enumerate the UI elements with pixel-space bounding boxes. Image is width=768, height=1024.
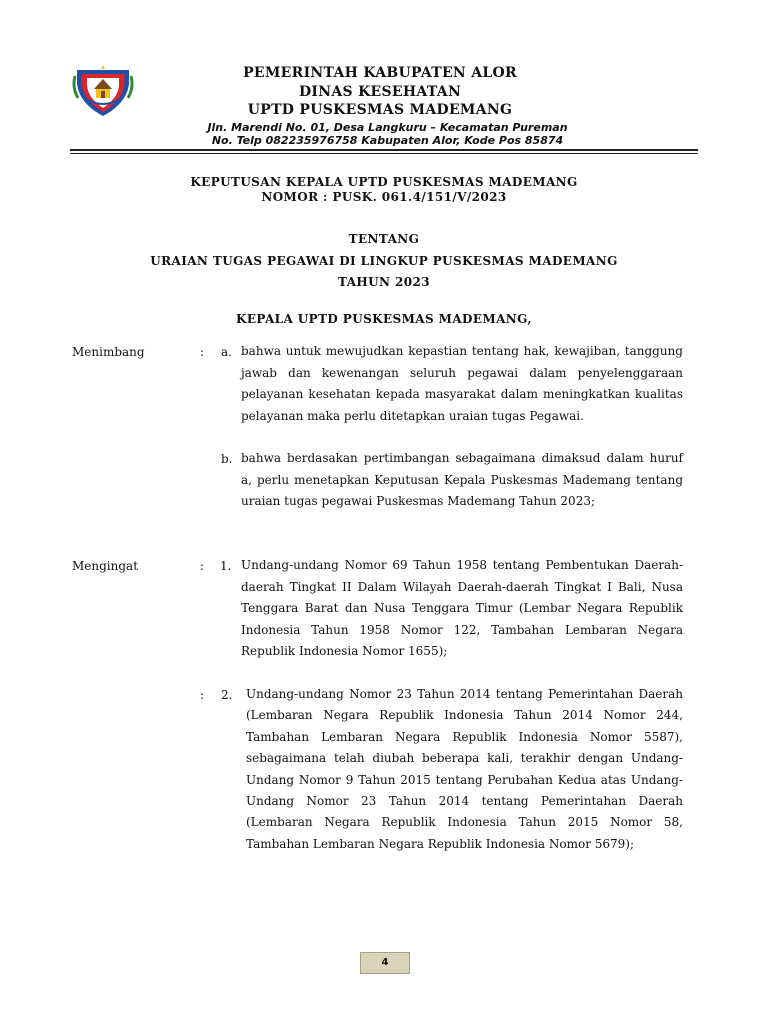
mengingat-colon: : (200, 559, 205, 573)
header-address: Jln. Marendi No. 01, Desa Langkuru – Kecamatan Pureman (207, 121, 568, 134)
header-government: PEMERINTAH KABUPATEN ALOR (243, 65, 517, 81)
mengingat-item-marker: 1. (220, 559, 232, 573)
decision-year: TAHUN 2023 (338, 275, 430, 289)
decision-title: KEPUTUSAN KEPALA UPTD PUSKESMAS MADEMANG (190, 175, 578, 189)
head-of-unit-heading: KEPALA UPTD PUSKESMAS MADEMANG, (236, 312, 532, 326)
page-number-badge: 4 (360, 952, 410, 974)
decision-subject: URAIAN TUGAS PEGAWAI DI LINGKUP PUSKESMAS MADEMANG (150, 254, 618, 268)
regency-emblem-logo (72, 62, 134, 118)
menimbang-item-marker: a. (221, 345, 232, 359)
mengingat-item-marker: 2. (221, 688, 233, 702)
menimbang-item-marker: b. (221, 452, 233, 466)
header-rule-thin (70, 153, 698, 154)
header-contact: No. Telp 082235976758 Kabupaten Alor, Kode Pos 85874 (211, 134, 564, 147)
menimbang-label: Menimbang (72, 345, 145, 359)
decision-number: NOMOR : PUSK. 061.4/151/V/2023 (261, 190, 507, 204)
mengingat-item-text: Undang-undang Nomor 23 Tahun 2014 tentang Pemerintahan Daerah (Lembaran Negara Republik Indonesia Tahun 2014 Nomor 244, Tambahan Lembaran Negara Republik Indonesia Nomor 5587), sebagaimana telah diubah beberapa kali, terakhir dengan Undang-Undang Nomor 9 Tahun 2015 tentang Perubahan Kedua atas Undang-Undang Nomor 23 Tahun 2014 tentang Pemerintahan Daerah (Lembaran Negara Republik Indonesia Tahun 2015 Nomor 58, Tambahan Lembaran Negara Republik Indonesia Nomor 5679); (246, 687, 683, 851)
menimbang-item-text: bahwa untuk mewujudkan kepastian tentang hak, kewajiban, tanggung jawab dan kewenangan seluruh pegawai dalam penyelenggaraan pelayanan kesehatan kepada masyarakat dalam meningkatkan kualitas pelayanan maka perlu ditetapkan uraian tugas Pegawai. (241, 344, 683, 423)
mengingat-item-text: Undang-undang Nomor 69 Tahun 1958 tentang Pembentukan Daerah-daerah Tingkat II Dalam Wilayah Daerah-daerah Tingkat I Bali, Nusa Tenggara Barat dan Nusa Tenggara Timur (Lembar Negara Republik Indonesia Tahun 1958 Nomor 122, Tambahan Lembaran Negara Republik Indonesia Nomor 1655); (241, 558, 683, 659)
menimbang-colon: : (200, 345, 205, 359)
header-department: DINAS KESEHATAN (298, 84, 462, 100)
mengingat-item-colon: : (200, 688, 205, 702)
menimbang-item-text: bahwa berdasakan pertimbangan sebagaimana dimaksud dalam huruf a, perlu menetapkan Keputusan Kepala Puskesmas Mademang tentang uraian tugas pegawai Puskesmas Mademang Tahun 2023; (241, 451, 683, 509)
about-heading: TENTANG (348, 232, 420, 246)
header-unit: UPTD PUSKESMAS MADEMANG (247, 102, 513, 118)
header-rule-thick (70, 149, 698, 151)
mengingat-label: Mengingat (72, 559, 139, 573)
